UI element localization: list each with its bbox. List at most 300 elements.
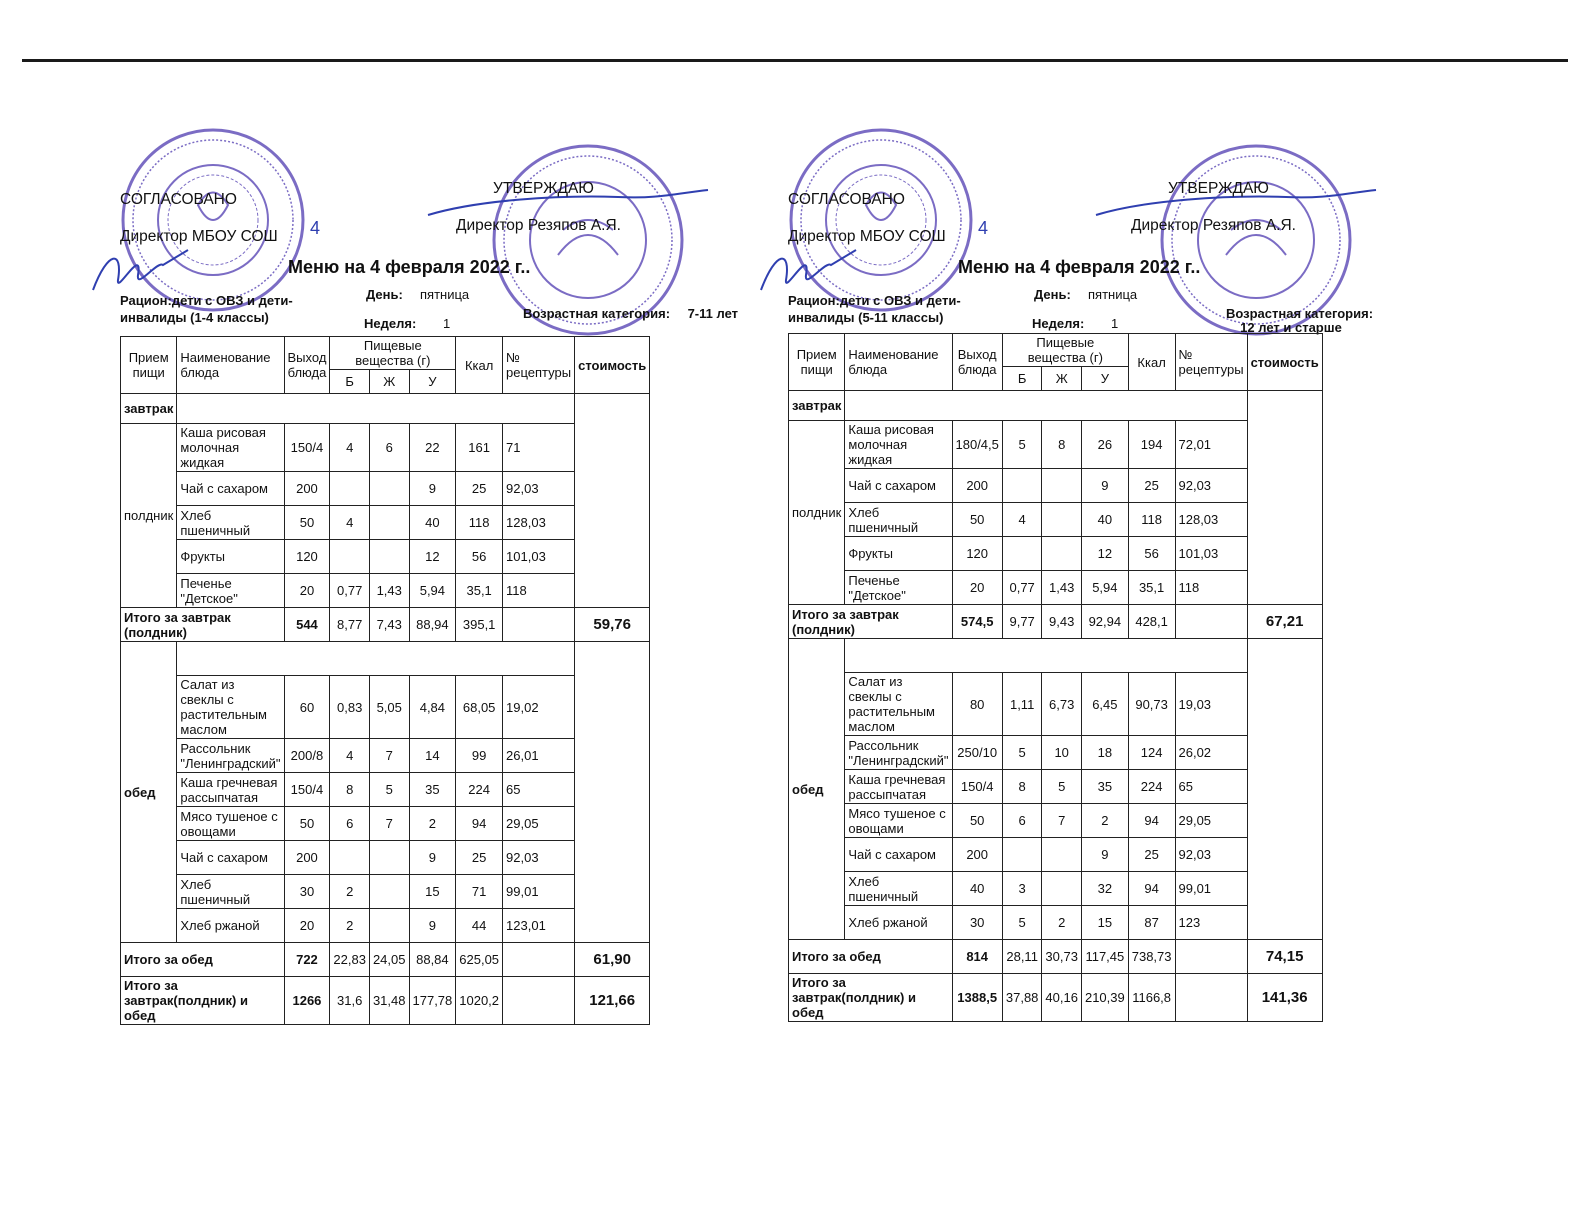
dish-protein: 6 <box>1002 804 1042 838</box>
menu-title: Меню на 4 февраля 2022 г.. <box>958 257 1201 277</box>
ration-text: Рацион:дети с ОВЗ и дети-инвалиды (1-4 классы) <box>120 293 293 325</box>
dish-kcal: 224 <box>456 773 503 807</box>
signature-left <box>756 240 866 300</box>
dish-recipe: 65 <box>503 773 575 807</box>
breakfast-total-label: Итого за завтрак (полдник) <box>121 608 285 642</box>
dish-fat <box>369 875 409 909</box>
dish-recipe: 118 <box>503 574 575 608</box>
dish-name: Каша гречневая рассыпчатая <box>845 770 952 804</box>
dish-name: Мясо тушеное с овощами <box>845 804 952 838</box>
breakfast-total-label: Итого за завтрак (полдник) <box>789 605 953 639</box>
round-seal-stamp <box>118 125 308 315</box>
table-row <box>789 605 1323 639</box>
table-row <box>121 739 650 773</box>
dish-output: 120 <box>284 540 330 574</box>
empty-cell <box>845 639 1247 673</box>
lunch-total-carbs: 117,45 <box>1081 940 1128 974</box>
dish-output: 50 <box>284 807 330 841</box>
dish-recipe: 123,01 <box>503 909 575 943</box>
dish-output: 200/8 <box>284 739 330 773</box>
dish-protein: 4 <box>330 506 370 540</box>
header-output: Выход блюда <box>952 334 1002 391</box>
dish-carbs: 22 <box>409 424 456 472</box>
dish-name: Фрукты <box>845 537 952 571</box>
table-row <box>121 540 650 574</box>
dish-output: 20 <box>284 574 330 608</box>
total-cost: 59,76 <box>575 608 650 642</box>
dish-output: 200 <box>284 472 330 506</box>
dish-carbs: 9 <box>409 841 456 875</box>
dish-recipe: 128,03 <box>503 506 575 540</box>
dish-recipe: 72,01 <box>1175 421 1247 469</box>
dish-fat <box>1042 537 1082 571</box>
dish-output: 30 <box>284 875 330 909</box>
day-value: пятница <box>420 287 470 302</box>
empty-cell <box>845 391 1247 421</box>
dish-fat: 10 <box>1042 736 1082 770</box>
meal-snack-label: полдник <box>789 421 845 605</box>
lunch-total-output: 814 <box>952 940 1002 974</box>
dish-output: 150/4 <box>284 424 330 472</box>
dish-fat: 5 <box>369 773 409 807</box>
dish-kcal: 35,1 <box>456 574 503 608</box>
dish-kcal: 35,1 <box>1128 571 1175 605</box>
table-row <box>121 773 650 807</box>
dish-name: Чай с сахаром <box>845 469 952 503</box>
empty-cell <box>1175 605 1247 639</box>
table-row <box>789 770 1323 804</box>
table-row <box>789 872 1323 906</box>
dish-carbs: 5,94 <box>409 574 456 608</box>
table-row <box>121 424 650 472</box>
dish-output: 50 <box>952 503 1002 537</box>
dish-name: Хлеб ржаной <box>177 909 284 943</box>
grand-total-cost: 141,36 <box>1247 974 1322 1022</box>
dish-kcal: 94 <box>1128 872 1175 906</box>
dish-carbs: 6,45 <box>1081 673 1128 736</box>
table-row <box>789 673 1323 736</box>
header-nutrients: Пищевые вещества (г) <box>330 337 456 370</box>
dish-output: 200 <box>284 841 330 875</box>
dish-kcal: 25 <box>1128 469 1175 503</box>
header-b: Б <box>1002 367 1042 391</box>
dish-fat: 6 <box>369 424 409 472</box>
dish-protein <box>330 472 370 506</box>
dish-recipe: 26,01 <box>503 739 575 773</box>
dish-protein: 6 <box>330 807 370 841</box>
grand-total-cost: 121,66 <box>575 977 650 1025</box>
dish-carbs: 2 <box>409 807 456 841</box>
approved-by: Директор МБОУ СОШ <box>788 228 946 245</box>
table-row <box>121 943 650 977</box>
table-row <box>121 875 650 909</box>
dish-name: Чай с сахаром <box>177 472 284 506</box>
table-row <box>121 642 650 676</box>
week-label: Неделя: <box>1032 316 1085 331</box>
dish-recipe: 71 <box>503 424 575 472</box>
total-fat: 9,43 <box>1042 605 1082 639</box>
dish-fat <box>369 841 409 875</box>
dish-protein: 2 <box>330 875 370 909</box>
header-zh: Ж <box>1042 367 1082 391</box>
dish-fat: 8 <box>1042 421 1082 469</box>
meal-snack-label: полдник <box>121 424 177 608</box>
dish-carbs: 32 <box>1081 872 1128 906</box>
dish-recipe: 26,02 <box>1175 736 1247 770</box>
table-row <box>121 807 650 841</box>
total-kcal: 428,1 <box>1128 605 1175 639</box>
meal-breakfast-label: завтрак <box>121 394 177 424</box>
dish-carbs: 4,84 <box>409 676 456 739</box>
dish-carbs: 35 <box>409 773 456 807</box>
dish-kcal: 25 <box>1128 838 1175 872</box>
empty-cell <box>575 642 650 943</box>
header-u: У <box>1081 367 1128 391</box>
dish-output: 120 <box>952 537 1002 571</box>
dish-recipe: 128,03 <box>1175 503 1247 537</box>
total-carbs: 88,94 <box>409 608 456 642</box>
confirm-label: УТВЕРЖДАЮ <box>493 180 594 197</box>
dish-recipe: 123 <box>1175 906 1247 940</box>
dish-fat: 7 <box>369 807 409 841</box>
approved-label: СОГЛАСОВАНО <box>788 191 905 208</box>
total-fat: 7,43 <box>369 608 409 642</box>
age-value: 7-11 лет <box>687 306 738 321</box>
dish-name: Чай с сахаром <box>845 838 952 872</box>
dish-fat <box>369 540 409 574</box>
lunch-total-fat: 24,05 <box>369 943 409 977</box>
header-output: Выход блюда <box>284 337 330 394</box>
table-row <box>121 506 650 540</box>
meal-breakfast-label: завтрак <box>789 391 845 421</box>
dish-protein: 8 <box>1002 770 1042 804</box>
dish-output: 250/10 <box>952 736 1002 770</box>
grand-total-label: Итого за завтрак(полдник) и обед <box>789 974 953 1022</box>
menu-table <box>788 333 1323 1022</box>
dish-name: Печенье "Детское" <box>845 571 952 605</box>
grand-total-output: 1266 <box>284 977 330 1025</box>
dish-carbs: 40 <box>409 506 456 540</box>
dish-carbs: 5,94 <box>1081 571 1128 605</box>
dish-kcal: 90,73 <box>1128 673 1175 736</box>
dish-protein <box>330 841 370 875</box>
dish-kcal: 124 <box>1128 736 1175 770</box>
dish-output: 20 <box>284 909 330 943</box>
dish-recipe: 29,05 <box>1175 804 1247 838</box>
table-row <box>789 940 1323 974</box>
ration-text: Рацион:дети с ОВЗ и дети-инвалиды (5-11 классы) <box>788 293 961 325</box>
dish-kcal: 94 <box>456 807 503 841</box>
dish-output: 180/4,5 <box>952 421 1002 469</box>
table-row <box>789 639 1323 673</box>
dish-kcal: 87 <box>1128 906 1175 940</box>
dish-protein: 0,83 <box>330 676 370 739</box>
dish-protein <box>1002 469 1042 503</box>
dish-name: Каша рисовая молочная жидкая <box>845 421 952 469</box>
table-row <box>789 736 1323 770</box>
empty-cell <box>177 394 575 424</box>
dish-recipe: 118 <box>1175 571 1247 605</box>
age-label: Возрастная категория: <box>1226 306 1374 321</box>
table-row <box>121 574 650 608</box>
dish-fat: 6,73 <box>1042 673 1082 736</box>
empty-cell <box>1247 639 1322 940</box>
dish-carbs: 15 <box>409 875 456 909</box>
dish-protein: 3 <box>1002 872 1042 906</box>
dish-protein: 2 <box>330 909 370 943</box>
dish-fat <box>369 472 409 506</box>
table-row <box>121 472 650 506</box>
dish-fat: 7 <box>1042 804 1082 838</box>
dish-fat: 1,43 <box>1042 571 1082 605</box>
sign-number: 4 <box>978 218 989 238</box>
dish-output: 30 <box>952 906 1002 940</box>
header-kcal: Ккал <box>1128 334 1175 391</box>
dish-kcal: 56 <box>1128 537 1175 571</box>
header-nutrients: Пищевые вещества (г) <box>1002 334 1128 367</box>
dish-carbs: 18 <box>1081 736 1128 770</box>
grand-total-protein: 31,6 <box>330 977 370 1025</box>
approved-label: СОГЛАСОВАНО <box>120 191 237 208</box>
table-row <box>789 503 1323 537</box>
dish-protein: 5 <box>1002 736 1042 770</box>
dish-output: 200 <box>952 838 1002 872</box>
table-row <box>789 421 1323 469</box>
table-row <box>789 391 1323 421</box>
dish-name: Каша гречневая рассыпчатая <box>177 773 284 807</box>
dish-kcal: 161 <box>456 424 503 472</box>
table-row <box>121 841 650 875</box>
round-seal-stamp <box>786 125 976 315</box>
top-border-line <box>22 59 1568 62</box>
dish-protein: 4 <box>330 739 370 773</box>
dish-recipe: 92,03 <box>503 841 575 875</box>
grand-total-protein: 37,88 <box>1002 974 1042 1022</box>
week-value: 1 <box>1111 316 1119 331</box>
dish-name: Хлеб пшеничный <box>177 875 284 909</box>
dish-kcal: 94 <box>1128 804 1175 838</box>
dish-kcal: 68,05 <box>456 676 503 739</box>
dish-carbs: 35 <box>1081 770 1128 804</box>
week-label: Неделя: <box>364 316 417 331</box>
lunch-total-label: Итого за обед <box>789 940 953 974</box>
table-row <box>121 977 650 1025</box>
dish-name: Хлеб пшеничный <box>177 506 284 540</box>
dish-fat: 2 <box>1042 906 1082 940</box>
lunch-total-cost: 74,15 <box>1247 940 1322 974</box>
header-zh: Ж <box>369 370 409 394</box>
week-value: 1 <box>443 316 451 331</box>
lunch-total-carbs: 88,84 <box>409 943 456 977</box>
dish-protein: 8 <box>330 773 370 807</box>
dish-recipe: 101,03 <box>1175 537 1247 571</box>
header-kcal: Ккал <box>456 337 503 394</box>
dish-output: 200 <box>952 469 1002 503</box>
dish-protein: 0,77 <box>1002 571 1042 605</box>
dish-kcal: 224 <box>1128 770 1175 804</box>
dish-protein: 5 <box>1002 906 1042 940</box>
dish-kcal: 99 <box>456 739 503 773</box>
table-row <box>789 537 1323 571</box>
dish-kcal: 25 <box>456 841 503 875</box>
confirm-label: УТВЕРЖДАЮ <box>1168 180 1269 197</box>
dish-fat <box>1042 503 1082 537</box>
header-dish: Наименование блюда <box>177 337 284 394</box>
header-cost: стоимость <box>575 337 650 394</box>
dish-fat: 5 <box>1042 770 1082 804</box>
dish-kcal: 118 <box>1128 503 1175 537</box>
total-protein: 9,77 <box>1002 605 1042 639</box>
lunch-total-cost: 61,90 <box>575 943 650 977</box>
dish-kcal: 56 <box>456 540 503 574</box>
dish-protein: 1,11 <box>1002 673 1042 736</box>
dish-protein: 4 <box>1002 503 1042 537</box>
lunch-total-output: 722 <box>284 943 330 977</box>
dish-recipe: 99,01 <box>1175 872 1247 906</box>
dish-name: Каша рисовая молочная жидкая <box>177 424 284 472</box>
confirm-by: Директор Резяпов А.Я. <box>456 217 621 234</box>
meal-lunch-label: обед <box>121 642 177 943</box>
dish-recipe: 92,03 <box>503 472 575 506</box>
dish-fat <box>369 909 409 943</box>
dish-name: Хлеб пшеничный <box>845 503 952 537</box>
total-output: 544 <box>284 608 330 642</box>
dish-output: 150/4 <box>952 770 1002 804</box>
dish-carbs: 9 <box>409 472 456 506</box>
total-cost: 67,21 <box>1247 605 1322 639</box>
dish-kcal: 194 <box>1128 421 1175 469</box>
dish-kcal: 118 <box>456 506 503 540</box>
sign-number: 4 <box>310 218 321 238</box>
dish-name: Рассольник "Ленинградский" <box>845 736 952 770</box>
dish-protein <box>1002 537 1042 571</box>
empty-cell <box>1175 974 1247 1022</box>
table-row <box>789 804 1323 838</box>
dish-carbs: 26 <box>1081 421 1128 469</box>
dish-name: Фрукты <box>177 540 284 574</box>
header-dish: Наименование блюда <box>845 334 952 391</box>
header-b: Б <box>330 370 370 394</box>
day-label: День: <box>366 287 403 302</box>
menu-table <box>120 336 650 1025</box>
table-row <box>121 337 650 370</box>
dish-carbs: 2 <box>1081 804 1128 838</box>
dish-output: 50 <box>284 506 330 540</box>
age-label: Возрастная категория: <box>523 306 671 321</box>
grand-total-carbs: 177,78 <box>409 977 456 1025</box>
dish-recipe: 19,02 <box>503 676 575 739</box>
table-row <box>121 909 650 943</box>
dish-name: Чай с сахаром <box>177 841 284 875</box>
dish-carbs: 40 <box>1081 503 1128 537</box>
dish-carbs: 12 <box>409 540 456 574</box>
empty-cell <box>503 608 575 642</box>
grand-total-carbs: 210,39 <box>1081 974 1128 1022</box>
dish-output: 80 <box>952 673 1002 736</box>
lunch-total-protein: 22,83 <box>330 943 370 977</box>
dish-name: Рассольник "Ленинградский" <box>177 739 284 773</box>
dish-name: Салат из свеклы с растительным маслом <box>177 676 284 739</box>
dish-output: 60 <box>284 676 330 739</box>
grand-total-fat: 40,16 <box>1042 974 1082 1022</box>
grand-total-fat: 31,48 <box>369 977 409 1025</box>
dish-carbs: 9 <box>409 909 456 943</box>
dish-carbs: 15 <box>1081 906 1128 940</box>
empty-cell <box>177 642 575 676</box>
dish-output: 50 <box>952 804 1002 838</box>
dish-output: 20 <box>952 571 1002 605</box>
dish-recipe: 92,03 <box>1175 838 1247 872</box>
dish-fat: 7 <box>369 739 409 773</box>
dish-output: 150/4 <box>284 773 330 807</box>
dish-recipe: 29,05 <box>503 807 575 841</box>
signature-left <box>88 240 198 300</box>
dish-carbs: 9 <box>1081 838 1128 872</box>
empty-cell <box>1247 391 1322 605</box>
table-row <box>121 676 650 739</box>
table-row <box>789 334 1323 367</box>
grand-total-kcal: 1020,2 <box>456 977 503 1025</box>
table-row <box>121 394 650 424</box>
dish-protein: 4 <box>330 424 370 472</box>
dish-kcal: 44 <box>456 909 503 943</box>
dish-fat <box>1042 469 1082 503</box>
meal-lunch-label: обед <box>789 639 845 940</box>
total-protein: 8,77 <box>330 608 370 642</box>
dish-carbs: 9 <box>1081 469 1128 503</box>
dish-protein: 5 <box>1002 421 1042 469</box>
dish-kcal: 25 <box>456 472 503 506</box>
dish-name: Хлеб пшеничный <box>845 872 952 906</box>
table-row <box>789 469 1323 503</box>
dish-fat <box>1042 872 1082 906</box>
grand-total-output: 1388,5 <box>952 974 1002 1022</box>
confirm-by: Директор Резяпов А.Я. <box>1131 217 1296 234</box>
dish-protein <box>330 540 370 574</box>
dish-fat <box>1042 838 1082 872</box>
dish-recipe: 92,03 <box>1175 469 1247 503</box>
lunch-total-fat: 30,73 <box>1042 940 1082 974</box>
dish-recipe: 101,03 <box>503 540 575 574</box>
lunch-total-protein: 28,11 <box>1002 940 1042 974</box>
dish-recipe: 65 <box>1175 770 1247 804</box>
header-meal: Прием пищи <box>121 337 177 394</box>
table-row <box>789 906 1323 940</box>
header-recipe: № рецептуры <box>1175 334 1247 391</box>
dish-output: 40 <box>952 872 1002 906</box>
empty-cell <box>503 977 575 1025</box>
age-value: 12 лет и старше <box>1240 320 1342 335</box>
lunch-total-label: Итого за обед <box>121 943 285 977</box>
dish-recipe: 19,03 <box>1175 673 1247 736</box>
dish-name: Салат из свеклы с растительным маслом <box>845 673 952 736</box>
total-output: 574,5 <box>952 605 1002 639</box>
dish-carbs: 12 <box>1081 537 1128 571</box>
lunch-total-kcal: 738,73 <box>1128 940 1175 974</box>
lunch-total-kcal: 625,05 <box>456 943 503 977</box>
day-value: пятница <box>1088 287 1138 302</box>
dish-fat <box>369 506 409 540</box>
empty-cell <box>503 943 575 977</box>
header-recipe: № рецептуры <box>503 337 575 394</box>
dish-fat: 1,43 <box>369 574 409 608</box>
empty-cell <box>1175 940 1247 974</box>
dish-recipe: 99,01 <box>503 875 575 909</box>
table-row <box>789 974 1323 1022</box>
grand-total-label: Итого за завтрак(полдник) и обед <box>121 977 285 1025</box>
table-row <box>789 838 1323 872</box>
table-row <box>121 608 650 642</box>
